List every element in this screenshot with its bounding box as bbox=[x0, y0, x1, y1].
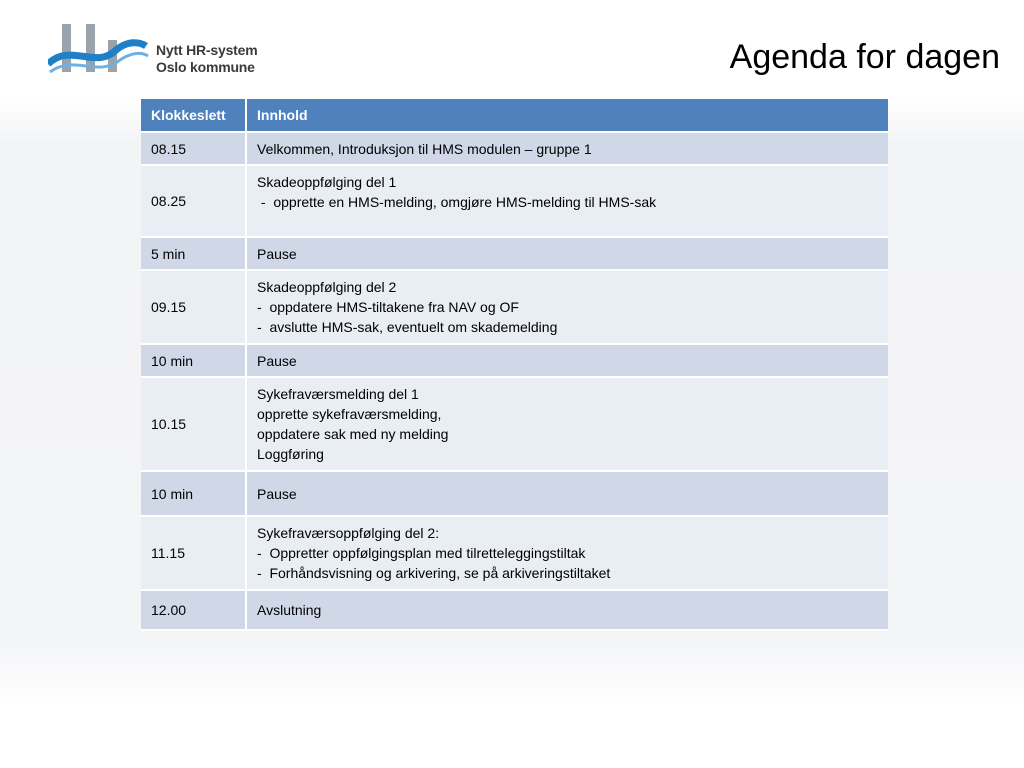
row-time: 10 min bbox=[141, 471, 246, 516]
table-row bbox=[141, 132, 888, 165]
content-line: - avslutte HMS-sak, eventuelt om skademelding bbox=[257, 319, 558, 335]
logo bbox=[48, 20, 268, 80]
page-title: Agenda for dagen bbox=[729, 38, 1000, 76]
table-row bbox=[141, 516, 888, 590]
hr-logo-icon bbox=[48, 20, 153, 80]
content-line: oppdatere sak med ny melding bbox=[257, 426, 449, 442]
content-line: opprette sykefraværsmelding, bbox=[257, 406, 442, 422]
table-row bbox=[141, 165, 888, 237]
agenda-table bbox=[141, 99, 888, 631]
table-row bbox=[141, 471, 888, 516]
content-line: Skadeoppfølging del 1 bbox=[257, 174, 397, 190]
row-time: 5 min bbox=[141, 237, 246, 270]
row-time: 12.00 bbox=[141, 590, 246, 630]
logo-text bbox=[156, 42, 257, 76]
header-time: Klokkeslett bbox=[141, 99, 246, 132]
row-time: 08.25 bbox=[141, 165, 246, 237]
content-line: Pause bbox=[257, 485, 297, 502]
table-row bbox=[141, 237, 888, 270]
header-content: Innhold bbox=[246, 99, 888, 132]
content-line: Sykefraværsmelding del 1 bbox=[257, 386, 419, 402]
row-time: 10 min bbox=[141, 344, 246, 377]
row-time: 09.15 bbox=[141, 270, 246, 344]
row-content bbox=[246, 471, 888, 516]
content-line: Loggføring bbox=[257, 446, 324, 462]
row-content bbox=[246, 590, 888, 630]
logo-line-1: Nytt HR-system bbox=[156, 42, 258, 58]
table-row bbox=[141, 377, 888, 471]
row-content bbox=[246, 165, 888, 237]
table-row bbox=[141, 590, 888, 630]
content-line: Pause bbox=[257, 245, 297, 262]
content-line: - opprette en HMS-melding, omgjøre HMS-melding til HMS-sak bbox=[257, 194, 657, 210]
row-content bbox=[246, 516, 888, 590]
logo-line-2: Oslo kommune bbox=[156, 59, 255, 75]
content-line: Avslutning bbox=[257, 602, 322, 618]
row-time: 11.15 bbox=[141, 516, 246, 590]
row-time: 08.15 bbox=[141, 132, 246, 165]
row-content bbox=[246, 237, 888, 270]
row-time: 10.15 bbox=[141, 377, 246, 471]
table-header-row bbox=[141, 99, 888, 132]
content-line: - Oppretter oppfølgingsplan med tilretteleggingstiltak bbox=[257, 545, 586, 561]
row-content bbox=[246, 132, 888, 165]
row-content bbox=[246, 344, 888, 377]
row-content bbox=[246, 377, 888, 471]
row-content bbox=[246, 270, 888, 344]
content-line: Pause bbox=[257, 352, 297, 369]
content-line: Sykefraværsoppfølging del 2: bbox=[257, 525, 440, 541]
content-line: Velkommen, Introduksjon til HMS modulen – gruppe 1 bbox=[257, 140, 592, 157]
content-line: - oppdatere HMS-tiltakene fra NAV og OF bbox=[257, 299, 519, 315]
table-row bbox=[141, 270, 888, 344]
content-line: Skadeoppfølging del 2 bbox=[257, 279, 397, 295]
content-line: - Forhåndsvisning og arkivering, se på arkiveringstiltaket bbox=[257, 565, 611, 581]
table-row bbox=[141, 344, 888, 377]
